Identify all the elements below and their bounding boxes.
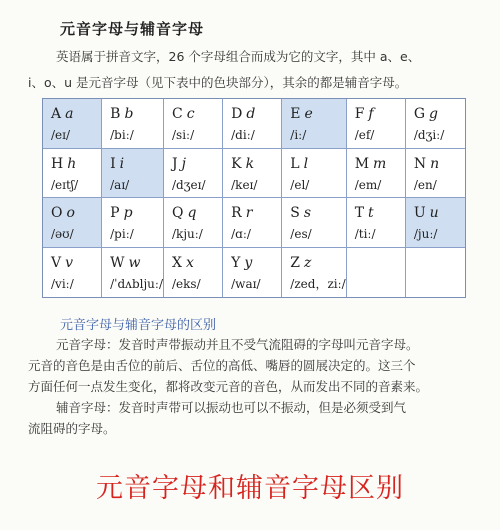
letter-pair	[290, 105, 345, 123]
phonetic-transcription: /es/	[290, 227, 312, 241]
letter-pair	[355, 155, 405, 173]
letter-cell	[347, 198, 406, 248]
letter-cell	[282, 198, 346, 248]
letter-cell	[223, 198, 282, 248]
empty-cell	[347, 248, 406, 298]
uppercase-letter: R	[231, 205, 242, 221]
uppercase-letter: C	[172, 106, 183, 122]
letter-cell	[223, 248, 282, 298]
uppercase-letter: J	[172, 155, 178, 172]
letter-pair	[172, 155, 222, 173]
lowercase-letter: o	[66, 205, 75, 221]
letter-cell	[347, 99, 406, 149]
letter-pair	[290, 254, 345, 272]
intro-line: 英语属于拼音文字，26 个字母组合而成为它的文字，其中 a、e、	[56, 49, 421, 64]
uppercase-letter: D	[231, 106, 243, 122]
lowercase-letter: x	[185, 254, 194, 271]
uppercase-letter: Y	[231, 254, 241, 271]
uppercase-letter: V	[51, 254, 62, 271]
uppercase-letter: X	[172, 254, 182, 271]
letter-pair	[290, 155, 345, 173]
lowercase-letter: g	[429, 106, 438, 122]
uppercase-letter: S	[290, 205, 300, 221]
uppercase-letter: B	[110, 106, 121, 122]
letter-pair	[414, 204, 465, 222]
letter-pair	[231, 105, 281, 123]
lowercase-letter: d	[246, 106, 256, 122]
caption: 元音字母和辅音字母区别	[96, 473, 404, 504]
lowercase-letter: u	[429, 205, 439, 221]
letter-pair	[172, 254, 222, 272]
letter-pair	[110, 155, 163, 173]
uppercase-letter: P	[110, 205, 120, 221]
letter-cell	[282, 149, 346, 199]
lowercase-letter: v	[65, 254, 74, 271]
lowercase-letter: e	[304, 106, 313, 122]
section-body	[28, 334, 480, 439]
uppercase-letter: E	[290, 106, 301, 122]
vowel-definition: 元音的音色是由舌位的前后、舌位的高低、嘴唇的圆展决定的。这三个	[28, 358, 416, 373]
lowercase-letter: y	[244, 254, 253, 271]
phonetic-transcription: /ef/	[354, 128, 375, 142]
phonetic-transcription: /juː/	[413, 227, 438, 241]
phonetic-transcription: /aɪ/	[110, 177, 130, 192]
phonetic-transcription: /ɑː/	[231, 227, 251, 241]
phonetic-transcription: /dʒiː/	[413, 128, 445, 142]
phonetic-transcription: /el/	[290, 177, 310, 192]
lowercase-letter: a	[65, 106, 74, 122]
letter-cell	[102, 99, 164, 149]
letter-cell	[282, 248, 346, 298]
uppercase-letter: W	[110, 254, 125, 271]
uppercase-letter: Z	[290, 254, 301, 271]
uppercase-letter: U	[413, 205, 426, 221]
letter-pair	[110, 105, 163, 123]
consonant-definition: 流阻碍的字母。	[28, 421, 116, 436]
lowercase-letter: m	[373, 155, 387, 172]
phonetic-transcription: /em/	[354, 177, 382, 192]
lowercase-letter: k	[245, 155, 255, 172]
page-title: 元音字母与辅音字母	[60, 20, 205, 38]
letter-pair	[51, 254, 101, 272]
lowercase-letter: t	[368, 205, 374, 221]
letter-pair	[355, 204, 405, 222]
letter-pair	[290, 204, 345, 222]
phonetic-transcription: /diː/	[231, 128, 255, 142]
lowercase-letter: w	[128, 254, 141, 271]
intro-paragraph	[28, 44, 478, 96]
letter-cell	[43, 248, 102, 298]
uppercase-letter: T	[354, 205, 365, 221]
lowercase-letter: r	[245, 205, 253, 221]
section-heading: 元音字母与辅音字母的区别	[60, 318, 217, 333]
uppercase-letter: Q	[172, 205, 184, 221]
phonetic-transcription: /en/	[413, 177, 437, 192]
lowercase-letter: h	[67, 155, 77, 172]
lowercase-letter: c	[186, 106, 195, 122]
letter-cell	[43, 149, 102, 199]
phonetic-transcription: /dʒeɪ/	[172, 177, 206, 192]
lowercase-letter: n	[430, 155, 440, 172]
intro-line: i、o、u 是元音字母（见下表中的色块部分），其余的都是辅音字母。	[28, 75, 408, 90]
phonetic-transcription: /ˈdʌbljuː/	[110, 276, 163, 291]
lowercase-letter: i	[119, 155, 125, 172]
letter-pair	[110, 204, 163, 222]
uppercase-letter: F	[354, 106, 365, 122]
phonetic-transcription: /kjuː/	[172, 227, 203, 241]
alphabet-table	[42, 98, 466, 298]
uppercase-letter: G	[413, 106, 426, 122]
phonetic-transcription: /zed，ziː/	[290, 276, 346, 291]
phonetic-transcription: /eks/	[172, 276, 201, 291]
phonetic-transcription: /eɪ/	[51, 128, 71, 142]
phonetic-transcription: /waɪ/	[231, 276, 261, 291]
phonetic-transcription: /keɪ/	[231, 177, 258, 192]
lowercase-letter: p	[123, 205, 133, 221]
lowercase-letter: z	[304, 254, 312, 271]
letter-pair	[172, 105, 222, 123]
letter-cell	[406, 149, 465, 199]
letter-cell	[164, 149, 223, 199]
letter-cell	[282, 99, 346, 149]
phonetic-transcription: /eɪtʃ/	[51, 177, 79, 192]
letter-cell	[102, 248, 164, 298]
phonetic-transcription: /iː/	[290, 128, 307, 142]
letter-pair	[110, 254, 163, 272]
lowercase-letter: q	[187, 205, 197, 221]
uppercase-letter: M	[354, 155, 370, 172]
letter-cell	[406, 99, 465, 149]
letter-cell	[43, 99, 102, 149]
empty-cell	[406, 248, 465, 298]
letter-cell	[164, 99, 223, 149]
letter-pair	[51, 204, 101, 222]
letter-cell	[102, 149, 164, 199]
letter-pair	[51, 105, 101, 123]
phonetic-transcription: /viː/	[51, 276, 74, 291]
uppercase-letter: H	[51, 155, 64, 172]
uppercase-letter: I	[110, 155, 116, 172]
letter-cell	[347, 149, 406, 199]
lowercase-letter: b	[124, 106, 134, 122]
phonetic-transcription: /biː/	[110, 128, 134, 142]
uppercase-letter: O	[51, 205, 63, 221]
letter-pair	[231, 155, 281, 173]
uppercase-letter: A	[51, 106, 62, 122]
uppercase-letter: K	[231, 155, 242, 172]
letter-pair	[172, 204, 222, 222]
letter-cell	[43, 198, 102, 248]
lowercase-letter: f	[368, 106, 374, 122]
phonetic-transcription: /tiː/	[354, 227, 376, 241]
phonetic-transcription: /siː/	[172, 128, 195, 142]
letter-cell	[164, 248, 223, 298]
consonant-definition: 辅音字母：发音时声带可以振动也可以不振动，但是必须受到气	[56, 400, 407, 415]
letter-pair	[414, 155, 465, 173]
vowel-definition: 元音字母：发音时声带振动并且不受气流阻碍的字母叫元音字母。	[56, 337, 419, 352]
phonetic-transcription: /əʊ/	[51, 227, 74, 241]
letter-pair	[355, 105, 405, 123]
lowercase-letter: s	[303, 205, 312, 221]
letter-cell	[102, 198, 164, 248]
letter-pair	[231, 254, 281, 272]
letter-cell	[223, 149, 282, 199]
vowel-definition: 方面任何一点发生变化，都将改变元音的音色，从而发出不同的音素来。	[28, 379, 429, 394]
uppercase-letter: L	[290, 155, 300, 172]
letter-cell	[223, 99, 282, 149]
letter-pair	[231, 204, 281, 222]
letter-pair	[51, 155, 101, 173]
letter-pair	[414, 105, 465, 123]
lowercase-letter: j	[181, 155, 186, 172]
phonetic-transcription: /piː/	[110, 227, 134, 241]
lowercase-letter: l	[303, 155, 309, 172]
uppercase-letter: N	[413, 155, 427, 172]
letter-cell	[406, 198, 465, 248]
letter-cell	[164, 198, 223, 248]
